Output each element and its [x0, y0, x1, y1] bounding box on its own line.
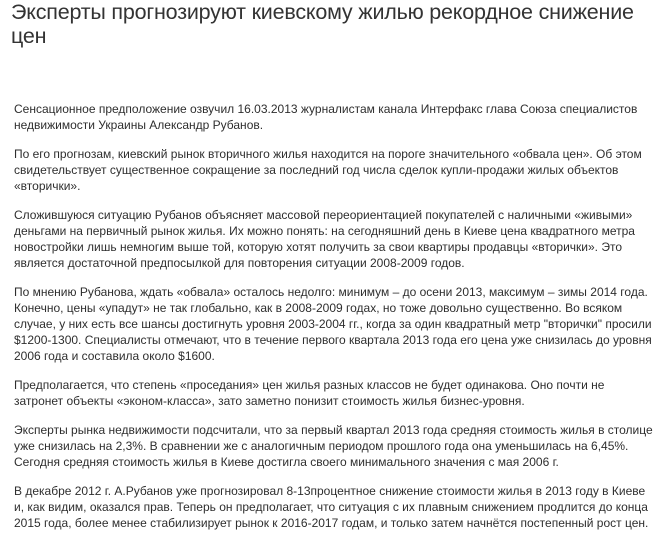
- article-paragraph: По его прогнозам, киевский рынок вторичного жилья находится на пороге значительного «обвала цен». Об этом свидетельствует существенное сокращение за последний год числа сделок купли-продажи жилых объектов «вторички».: [14, 147, 642, 193]
- article-paragraph: В декабре 2012 г. А.Рубанов уже прогнозировал 8-13процентное снижение стоимости жилья в 2013 году в Киеве и, как видим, оказался прав. Теперь он предполагает, что ситуация с их плавным снижением продлится до конца 2015 года, более менее стабилизирует рынок к 2016-2017 годам, и только затем начнётся постепенный рост цен.: [14, 484, 649, 530]
- article-paragraph: Предполагается, что степень «проседания» цен жилья разных классов не будет одинакова. Оно почти не затронет объекты «эконом-класса», зато заметно понизит стоимость жилья бизнес-уровня.: [14, 378, 605, 408]
- article-paragraph: Сложившуюся ситуацию Рубанов объясняет массовой переориентацией покупателей с наличными «живыми» деньгами на первичный рынок жилья. Их можно понять: на сегодняшний день в Киеве цена квадратного метра новостройки лишь немногим выше той, которую хотят получить за свои квартиры продавцы «вторички». Это является достаточной предпосылкой для повторения ситуации 2008-2009 годов.: [14, 208, 635, 270]
- article-paragraph: Эксперты рынка недвижимости подсчитали, что за первый квартал 2013 года средняя стоимость жилья в столице уже снизилась на 2,3%. В сравнении же с аналогичным периодом прошлого года она уменьшилась на 6,45%. Сегодня средняя стоимость жилья в Киеве достигла своего минимального значения с мая 2006 г.: [14, 423, 653, 469]
- article-paragraph: По мнению Рубанова, ждать «обвала» осталось недолго: минимум – до осени 2013, максимум – зимы 2014 года. Конечно, цены «упадут» не так глобально, как в 2008-2009 годах, но тоже довольно существенно. Во всяком случае, у них есть все шансы достигнуть уровня 2003-2004 гг., когда за один квадратный метр "вторички" просили $1200-1300. Специалисты отмечают, что в течение первого квартала 2013 года его цена уже снизилась до уровня 2006 года и составила около $1600.: [14, 285, 652, 363]
- article-body: [14, 101, 654, 544]
- article-paragraph: Сенсационное предположение озвучил 16.03.2013 журналистам канала Интерфакс глава Союза специалистов недвижимости Украины Александр Рубанов.: [14, 102, 638, 132]
- article-title: Эксперты прогнозируют киевскому жилью рекордное снижение цен: [11, 0, 634, 48]
